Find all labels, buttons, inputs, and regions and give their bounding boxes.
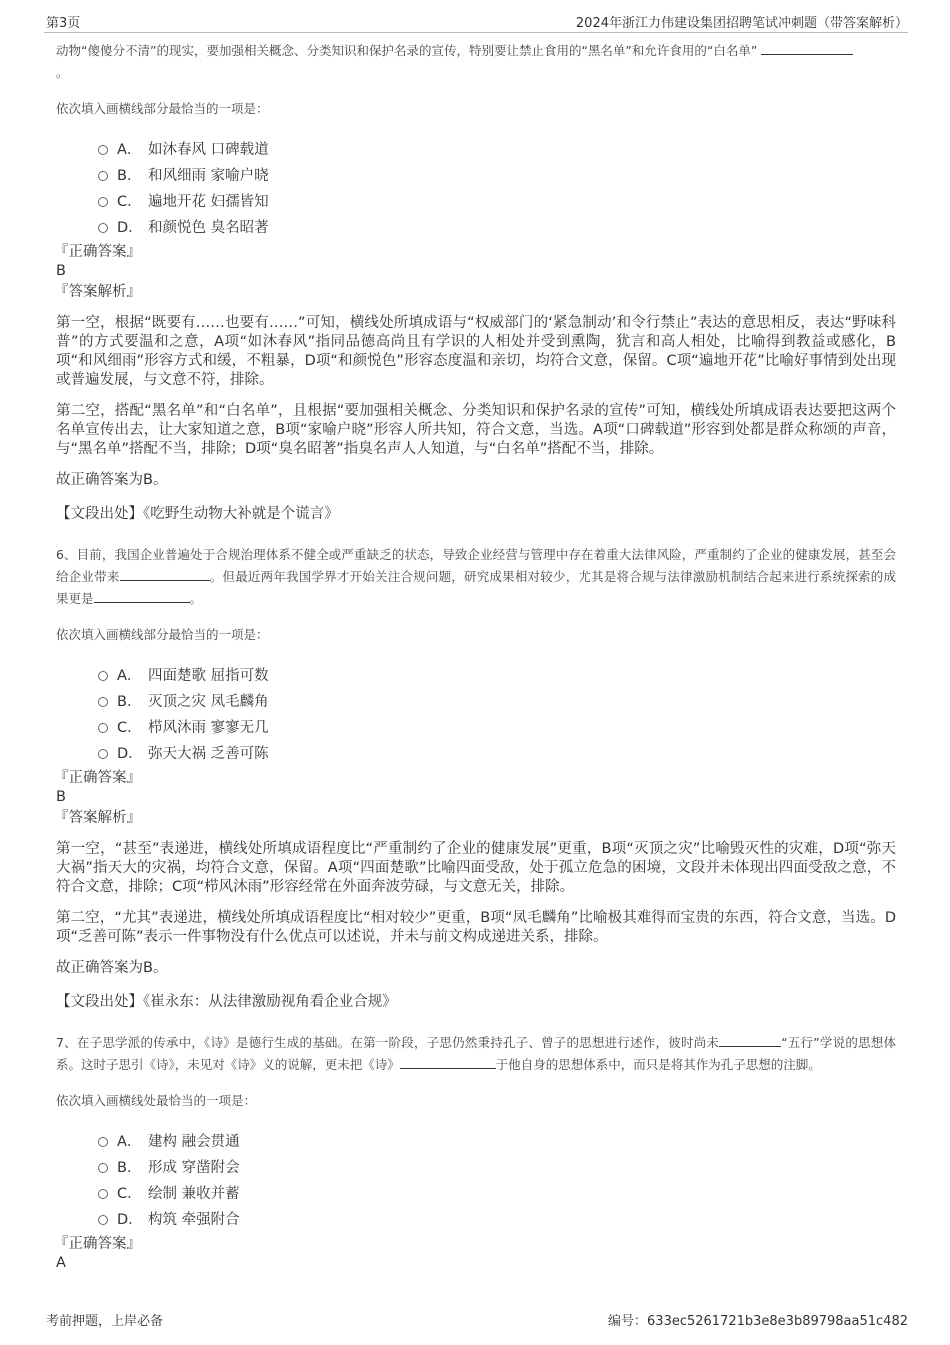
- question-7-prompt: 依次填入画横线处最恰当的一项是：: [56, 1093, 257, 1108]
- answer-blank: [400, 1056, 496, 1069]
- question-5-prompt: 依次填入画横线部分最恰当的一项是：: [56, 101, 269, 116]
- question-5-options: [98, 135, 896, 239]
- option-d[interactable]: D． 和颜悦色 臭名昭著: [98, 213, 896, 239]
- option-d[interactable]: D． 构筑 牵强附合: [98, 1205, 896, 1231]
- answer-blank: [120, 568, 210, 581]
- option-c[interactable]: C． 栉风沐雨 寥寥无几: [98, 713, 896, 739]
- radio-icon[interactable]: [98, 697, 108, 707]
- analysis-label: 『答案解析』: [54, 810, 141, 826]
- question-7-options: [98, 1127, 896, 1231]
- document-title: 2024年浙江力伟建设集团招聘笔试冲刺题（带答案解析）: [575, 16, 908, 31]
- question-6-prompt: 依次填入画横线部分最恰当的一项是：: [56, 627, 269, 642]
- option-c[interactable]: C． 遍地开花 妇孺皆知: [98, 187, 896, 213]
- analysis-conclusion: 故正确答案为B。: [56, 960, 168, 976]
- option-a[interactable]: A． 建构 融会贯通: [98, 1127, 896, 1153]
- source-citation: 【文段出处】《崔永东：从法律激励视角看企业合规》: [56, 994, 397, 1010]
- radio-icon[interactable]: [98, 1137, 108, 1147]
- radio-icon[interactable]: [98, 1189, 108, 1199]
- correct-answer-label: 『正确答案』: [54, 1236, 141, 1252]
- radio-icon[interactable]: [98, 749, 108, 759]
- footer-slogan: 考前押题，上岸必备: [46, 1314, 164, 1329]
- analysis-conclusion: 故正确答案为B。: [56, 472, 168, 488]
- radio-icon[interactable]: [98, 1215, 108, 1225]
- option-b[interactable]: B． 灭顶之灾 凤毛麟角: [98, 687, 896, 713]
- option-a[interactable]: A． 如沐春风 口碑载道: [98, 135, 896, 161]
- analysis-paragraph: 第一空，根据“既要有……也要有……”可知，横线处所填成语与“权威部门的‘紧急制动’和令行禁止”表达的意思相反，表达“野味科普”的方式要温和之意，A项“如沐春风”指同品德高尚且有学识的人相处并受到熏陶，犹言和高人相处，比喻得到教益或感化，B项“和风细雨”形容方式和缓，不粗暴，D项“和颜悦色”形容态度温和亲切，均符合文意，保留。C项“遍地开花”比喻好事情到处出现或普遍发展，与文意不符，排除。: [56, 315, 896, 388]
- radio-icon[interactable]: [98, 171, 108, 181]
- question-6-stem: 6、目前，我国企业普遍处于合规治理体系不健全或严重缺乏的状态，导致企业经营与管理中存在着重大法律风险，严重制约了企业的健康发展，甚至会给企业带来 。但最近两年我国学界才开始关注合规问题，研究成果相对较少，尤其是将合规与法律激励机制结合起来进行系统探索的成果更是 。: [56, 547, 896, 606]
- question-5-stem: 动物“傻傻分不清”的现实，要加强相关概念、分类知识和保护名录的宣传，特别要让禁止食用的“黑名单”和允许食用的“白名单” 。: [56, 40, 896, 84]
- radio-icon[interactable]: [98, 145, 108, 155]
- correct-answer-label: 『正确答案』: [54, 770, 141, 786]
- radio-icon[interactable]: [98, 223, 108, 233]
- radio-icon[interactable]: [98, 197, 108, 207]
- question-7: [56, 1032, 896, 1273]
- page-number: 第3页: [46, 16, 81, 31]
- option-c[interactable]: C． 绘制 兼收并蓄: [98, 1179, 896, 1205]
- source-citation: 【文段出处】《吃野生动物大补就是个谎言》: [56, 506, 339, 522]
- analysis-label: 『答案解析』: [54, 284, 141, 300]
- radio-icon[interactable]: [98, 1163, 108, 1173]
- option-d[interactable]: D． 弥天大祸 乏善可陈: [98, 739, 896, 765]
- answer-blank: [761, 42, 853, 55]
- question-5: [56, 40, 896, 524]
- page-content: [56, 40, 896, 1273]
- answer-blank: [719, 1034, 781, 1047]
- header-divider: [44, 32, 908, 33]
- option-b[interactable]: B． 和风细雨 家喻户晓: [98, 161, 896, 187]
- question-7-stem: 7、在子思学派的传承中，《诗》是德行生成的基础。在第一阶段，子思仍然秉持孔子、曾子的思想进行述作，彼时尚未 “五行”学说的思想体系。这时子思引《诗》，未见对《诗》义的说解，更未把《诗》 于他自身的思想体系中，而只是将其作为孔子思想的注脚。: [56, 1035, 896, 1072]
- option-a[interactable]: A． 四面楚歌 屈指可数: [98, 661, 896, 687]
- radio-icon[interactable]: [98, 671, 108, 681]
- document-id: 编号：633ec5261721b3e8e3b89798aa51c482: [608, 1314, 908, 1329]
- correct-answer: B: [56, 263, 66, 279]
- analysis-paragraph: 第二空，搭配“黑名单”和“白名单”，且根据“要加强相关概念、分类知识和保护名录的宣传”可知，横线处所填成语表达要把这两个名单宣传出去，让大家知道之意，B项“家喻户晓”形容人所共知，符合文意，当选。A项“口碑载道”形容到处都是群众称颂的声音，与“黑名单”搭配不当，排除；D项“臭名昭著”指臭名声人人知道，与“白名单”搭配不当，排除。: [56, 403, 896, 457]
- answer-blank: [94, 590, 190, 603]
- correct-answer: B: [56, 789, 66, 805]
- analysis-paragraph: 第二空，“尤其”表递进，横线处所填成语程度比“相对较少”更重，B项“凤毛麟角”比喻极其难得而宝贵的东西，符合文意，当选。D项“乏善可陈”表示一件事物没有什么优点可以述说，并未与前文构成递进关系，排除。: [56, 910, 896, 945]
- option-b[interactable]: B． 形成 穿凿附会: [98, 1153, 896, 1179]
- radio-icon[interactable]: [98, 723, 108, 733]
- correct-answer: A: [56, 1255, 66, 1271]
- question-6: [56, 544, 896, 1012]
- correct-answer-label: 『正确答案』: [54, 244, 141, 260]
- question-6-options: [98, 661, 896, 765]
- analysis-paragraph: 第一空，“甚至”表递进，横线处所填成语程度比“严重制约了企业的健康发展”更重，B项“灭顶之灾”比喻毁灭性的灾难，D项“弥天大祸”指天大的灾祸，均符合文意，保留。A项“四面楚歌”比喻四面受敌，处于孤立危急的困境，文段并未体现出四面受敌之意，不符合文意，排除；C项“栉风沐雨”形容经常在外面奔波劳碌，与文意无关，排除。: [56, 841, 896, 895]
